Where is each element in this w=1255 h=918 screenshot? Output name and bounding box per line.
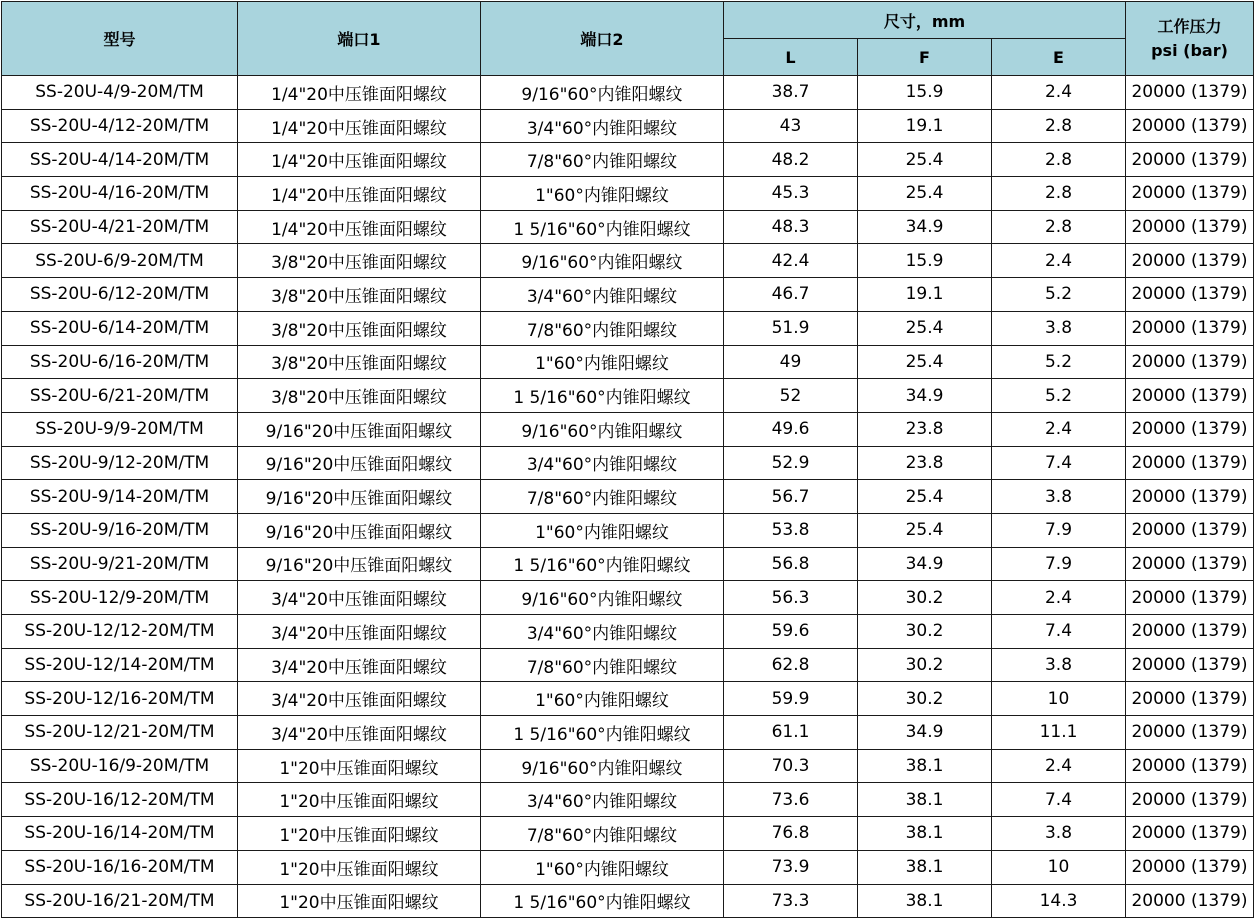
cell-dim-e: 10 xyxy=(992,682,1126,716)
cell-port1: 1/4"20中压锥面阳螺纹 xyxy=(238,177,481,211)
cell-dim-f: 19.1 xyxy=(858,278,992,312)
table-row xyxy=(2,648,1254,682)
header-model: 型号 xyxy=(2,2,238,76)
cell-dim-f: 23.8 xyxy=(858,446,992,480)
cell-port2: 9/16"60°内锥阳螺纹 xyxy=(481,581,724,615)
cell-dim-l: 48.2 xyxy=(724,143,858,177)
cell-pressure: 20000 (1379) xyxy=(1126,446,1254,480)
cell-port2: 1 5/16"60°内锥阳螺纹 xyxy=(481,379,724,413)
cell-model: SS-20U-16/14-20M/TM xyxy=(2,817,238,851)
cell-pressure: 20000 (1379) xyxy=(1126,547,1254,581)
cell-model: SS-20U-4/14-20M/TM xyxy=(2,143,238,177)
cell-port1: 3/8"20中压锥面阳螺纹 xyxy=(238,244,481,278)
cell-port2: 3/4"60°内锥阳螺纹 xyxy=(481,615,724,649)
cell-pressure: 20000 (1379) xyxy=(1126,143,1254,177)
cell-pressure: 20000 (1379) xyxy=(1126,210,1254,244)
cell-pressure: 20000 (1379) xyxy=(1126,682,1254,716)
cell-port1: 3/4"20中压锥面阳螺纹 xyxy=(238,648,481,682)
cell-dim-f: 23.8 xyxy=(858,412,992,446)
table-row xyxy=(2,682,1254,716)
cell-port2: 1"60°内锥阳螺纹 xyxy=(481,345,724,379)
cell-dim-f: 25.4 xyxy=(858,345,992,379)
cell-pressure: 20000 (1379) xyxy=(1126,244,1254,278)
cell-dim-l: 45.3 xyxy=(724,177,858,211)
cell-model: SS-20U-6/12-20M/TM xyxy=(2,278,238,312)
cell-dim-f: 30.2 xyxy=(858,648,992,682)
cell-dim-l: 53.8 xyxy=(724,513,858,547)
table-row xyxy=(2,581,1254,615)
cell-port1: 3/8"20中压锥面阳螺纹 xyxy=(238,379,481,413)
table-row xyxy=(2,76,1254,110)
cell-dim-e: 2.4 xyxy=(992,581,1126,615)
table-row xyxy=(2,278,1254,312)
table-row xyxy=(2,749,1254,783)
header-port2: 端口2 xyxy=(481,2,724,76)
cell-model: SS-20U-4/21-20M/TM xyxy=(2,210,238,244)
cell-pressure: 20000 (1379) xyxy=(1126,177,1254,211)
cell-dim-f: 38.1 xyxy=(858,884,992,918)
cell-dim-l: 42.4 xyxy=(724,244,858,278)
cell-dim-e: 2.8 xyxy=(992,177,1126,211)
cell-dim-l: 59.9 xyxy=(724,682,858,716)
cell-dim-e: 14.3 xyxy=(992,884,1126,918)
cell-pressure: 20000 (1379) xyxy=(1126,581,1254,615)
cell-dim-e: 2.8 xyxy=(992,210,1126,244)
cell-port2: 7/8"60°内锥阳螺纹 xyxy=(481,817,724,851)
cell-model: SS-20U-9/21-20M/TM xyxy=(2,547,238,581)
header-row-1 xyxy=(2,2,1254,39)
cell-port2: 1"60°内锥阳螺纹 xyxy=(481,850,724,884)
cell-model: SS-20U-12/16-20M/TM xyxy=(2,682,238,716)
cell-pressure: 20000 (1379) xyxy=(1126,716,1254,750)
cell-dim-l: 76.8 xyxy=(724,817,858,851)
table-row xyxy=(2,311,1254,345)
cell-dim-f: 38.1 xyxy=(858,749,992,783)
cell-dim-e: 7.4 xyxy=(992,446,1126,480)
cell-model: SS-20U-6/16-20M/TM xyxy=(2,345,238,379)
cell-dim-e: 5.2 xyxy=(992,278,1126,312)
cell-dim-l: 56.7 xyxy=(724,480,858,514)
cell-model: SS-20U-12/14-20M/TM xyxy=(2,648,238,682)
cell-dim-l: 59.6 xyxy=(724,615,858,649)
table-row xyxy=(2,345,1254,379)
cell-dim-f: 15.9 xyxy=(858,76,992,110)
table-row xyxy=(2,513,1254,547)
cell-port2: 3/4"60°内锥阳螺纹 xyxy=(481,446,724,480)
cell-port2: 1"60°内锥阳螺纹 xyxy=(481,682,724,716)
cell-dim-e: 3.8 xyxy=(992,480,1126,514)
header-dim-e: E xyxy=(992,39,1126,76)
cell-pressure: 20000 (1379) xyxy=(1126,109,1254,143)
cell-dim-l: 51.9 xyxy=(724,311,858,345)
cell-dim-f: 38.1 xyxy=(858,817,992,851)
cell-dim-l: 49 xyxy=(724,345,858,379)
cell-dim-f: 34.9 xyxy=(858,547,992,581)
cell-pressure: 20000 (1379) xyxy=(1126,884,1254,918)
cell-dim-e: 7.9 xyxy=(992,547,1126,581)
cell-port1: 1/4"20中压锥面阳螺纹 xyxy=(238,143,481,177)
cell-model: SS-20U-6/14-20M/TM xyxy=(2,311,238,345)
cell-port2: 7/8"60°内锥阳螺纹 xyxy=(481,143,724,177)
cell-pressure: 20000 (1379) xyxy=(1126,379,1254,413)
cell-model: SS-20U-12/21-20M/TM xyxy=(2,716,238,750)
cell-port1: 1/4"20中压锥面阳螺纹 xyxy=(238,76,481,110)
cell-pressure: 20000 (1379) xyxy=(1126,278,1254,312)
cell-pressure: 20000 (1379) xyxy=(1126,412,1254,446)
cell-model: SS-20U-6/21-20M/TM xyxy=(2,379,238,413)
cell-port2: 7/8"60°内锥阳螺纹 xyxy=(481,648,724,682)
cell-model: SS-20U-4/12-20M/TM xyxy=(2,109,238,143)
cell-dim-f: 30.2 xyxy=(858,682,992,716)
cell-model: SS-20U-12/9-20M/TM xyxy=(2,581,238,615)
table-row xyxy=(2,850,1254,884)
cell-port1: 3/8"20中压锥面阳螺纹 xyxy=(238,345,481,379)
cell-model: SS-20U-16/12-20M/TM xyxy=(2,783,238,817)
cell-pressure: 20000 (1379) xyxy=(1126,850,1254,884)
cell-dim-f: 25.4 xyxy=(858,177,992,211)
cell-dim-f: 25.4 xyxy=(858,311,992,345)
cell-model: SS-20U-9/12-20M/TM xyxy=(2,446,238,480)
cell-dim-l: 73.9 xyxy=(724,850,858,884)
cell-dim-e: 2.4 xyxy=(992,412,1126,446)
cell-dim-e: 3.8 xyxy=(992,648,1126,682)
cell-port2: 1 5/16"60°内锥阳螺纹 xyxy=(481,547,724,581)
cell-dim-l: 56.8 xyxy=(724,547,858,581)
cell-dim-f: 34.9 xyxy=(858,210,992,244)
table-row xyxy=(2,547,1254,581)
cell-dim-e: 2.4 xyxy=(992,76,1126,110)
cell-dim-l: 38.7 xyxy=(724,76,858,110)
cell-dim-e: 10 xyxy=(992,850,1126,884)
cell-pressure: 20000 (1379) xyxy=(1126,345,1254,379)
cell-dim-l: 62.8 xyxy=(724,648,858,682)
cell-pressure: 20000 (1379) xyxy=(1126,311,1254,345)
cell-dim-e: 3.8 xyxy=(992,311,1126,345)
cell-port2: 1 5/16"60°内锥阳螺纹 xyxy=(481,716,724,750)
cell-dim-l: 48.3 xyxy=(724,210,858,244)
cell-port2: 1"60°内锥阳螺纹 xyxy=(481,177,724,211)
cell-dim-f: 38.1 xyxy=(858,783,992,817)
cell-dim-f: 25.4 xyxy=(858,143,992,177)
cell-dim-e: 5.2 xyxy=(992,345,1126,379)
cell-port2: 3/4"60°内锥阳螺纹 xyxy=(481,783,724,817)
table-body xyxy=(2,76,1254,918)
header-pressure xyxy=(1126,2,1254,76)
cell-dim-f: 30.2 xyxy=(858,581,992,615)
cell-model: SS-20U-4/9-20M/TM xyxy=(2,76,238,110)
table-row xyxy=(2,177,1254,211)
cell-dim-e: 7.4 xyxy=(992,783,1126,817)
table-row xyxy=(2,884,1254,918)
header-dimensions: 尺寸，mm xyxy=(724,2,1126,39)
cell-port1: 1/4"20中压锥面阳螺纹 xyxy=(238,210,481,244)
cell-dim-l: 52.9 xyxy=(724,446,858,480)
cell-dim-l: 73.3 xyxy=(724,884,858,918)
cell-dim-e: 11.1 xyxy=(992,716,1126,750)
cell-dim-l: 61.1 xyxy=(724,716,858,750)
cell-port1: 3/4"20中压锥面阳螺纹 xyxy=(238,716,481,750)
cell-dim-f: 25.4 xyxy=(858,480,992,514)
cell-dim-l: 46.7 xyxy=(724,278,858,312)
cell-model: SS-20U-9/16-20M/TM xyxy=(2,513,238,547)
cell-dim-e: 3.8 xyxy=(992,817,1126,851)
cell-dim-l: 49.6 xyxy=(724,412,858,446)
cell-dim-f: 34.9 xyxy=(858,379,992,413)
cell-dim-f: 25.4 xyxy=(858,513,992,547)
cell-dim-l: 70.3 xyxy=(724,749,858,783)
cell-port1: 1/4"20中压锥面阳螺纹 xyxy=(238,109,481,143)
cell-port1: 3/8"20中压锥面阳螺纹 xyxy=(238,311,481,345)
cell-dim-l: 43 xyxy=(724,109,858,143)
cell-port1: 3/8"20中压锥面阳螺纹 xyxy=(238,278,481,312)
table-row xyxy=(2,615,1254,649)
cell-dim-e: 2.4 xyxy=(992,244,1126,278)
table-row xyxy=(2,379,1254,413)
cell-port1: 3/4"20中压锥面阳螺纹 xyxy=(238,581,481,615)
cell-port1: 1"20中压锥面阳螺纹 xyxy=(238,884,481,918)
cell-dim-e: 2.4 xyxy=(992,749,1126,783)
cell-pressure: 20000 (1379) xyxy=(1126,817,1254,851)
table-row xyxy=(2,716,1254,750)
cell-port2: 3/4"60°内锥阳螺纹 xyxy=(481,109,724,143)
cell-port2: 7/8"60°内锥阳螺纹 xyxy=(481,480,724,514)
cell-dim-f: 15.9 xyxy=(858,244,992,278)
cell-pressure: 20000 (1379) xyxy=(1126,513,1254,547)
table-header xyxy=(2,2,1254,76)
cell-dim-e: 7.9 xyxy=(992,513,1126,547)
cell-port2: 9/16"60°内锥阳螺纹 xyxy=(481,244,724,278)
cell-model: SS-20U-6/9-20M/TM xyxy=(2,244,238,278)
cell-dim-f: 34.9 xyxy=(858,716,992,750)
cell-model: SS-20U-16/9-20M/TM xyxy=(2,749,238,783)
cell-port1: 9/16"20中压锥面阳螺纹 xyxy=(238,547,481,581)
cell-port2: 9/16"60°内锥阳螺纹 xyxy=(481,76,724,110)
table-row xyxy=(2,446,1254,480)
cell-port1: 3/4"20中压锥面阳螺纹 xyxy=(238,615,481,649)
cell-port2: 1"60°内锥阳螺纹 xyxy=(481,513,724,547)
cell-pressure: 20000 (1379) xyxy=(1126,480,1254,514)
cell-port1: 1"20中压锥面阳螺纹 xyxy=(238,783,481,817)
cell-model: SS-20U-4/16-20M/TM xyxy=(2,177,238,211)
cell-dim-e: 5.2 xyxy=(992,379,1126,413)
table-row xyxy=(2,244,1254,278)
table-row xyxy=(2,480,1254,514)
cell-port2: 7/8"60°内锥阳螺纹 xyxy=(481,311,724,345)
table-row xyxy=(2,210,1254,244)
cell-model: SS-20U-16/21-20M/TM xyxy=(2,884,238,918)
cell-model: SS-20U-16/16-20M/TM xyxy=(2,850,238,884)
table-row xyxy=(2,817,1254,851)
header-port1: 端口1 xyxy=(238,2,481,76)
table-row xyxy=(2,109,1254,143)
cell-port2: 9/16"60°内锥阳螺纹 xyxy=(481,412,724,446)
table-row xyxy=(2,783,1254,817)
cell-port1: 1"20中压锥面阳螺纹 xyxy=(238,850,481,884)
table-row xyxy=(2,143,1254,177)
cell-port2: 3/4"60°内锥阳螺纹 xyxy=(481,278,724,312)
spec-table xyxy=(1,1,1254,918)
cell-port1: 1"20中压锥面阳螺纹 xyxy=(238,817,481,851)
cell-dim-l: 73.6 xyxy=(724,783,858,817)
cell-pressure: 20000 (1379) xyxy=(1126,76,1254,110)
cell-model: SS-20U-9/9-20M/TM xyxy=(2,412,238,446)
header-pressure-unit: psi (bar) xyxy=(1151,40,1228,60)
cell-dim-e: 2.8 xyxy=(992,143,1126,177)
cell-dim-f: 19.1 xyxy=(858,109,992,143)
cell-model: SS-20U-12/12-20M/TM xyxy=(2,615,238,649)
cell-pressure: 20000 (1379) xyxy=(1126,615,1254,649)
cell-port1: 3/4"20中压锥面阳螺纹 xyxy=(238,682,481,716)
cell-dim-f: 30.2 xyxy=(858,615,992,649)
cell-dim-f: 38.1 xyxy=(858,850,992,884)
cell-dim-e: 2.8 xyxy=(992,109,1126,143)
cell-pressure: 20000 (1379) xyxy=(1126,783,1254,817)
cell-pressure: 20000 (1379) xyxy=(1126,749,1254,783)
cell-port1: 9/16"20中压锥面阳螺纹 xyxy=(238,513,481,547)
header-dim-f: F xyxy=(858,39,992,76)
cell-dim-l: 56.3 xyxy=(724,581,858,615)
cell-port1: 9/16"20中压锥面阳螺纹 xyxy=(238,412,481,446)
cell-pressure: 20000 (1379) xyxy=(1126,648,1254,682)
cell-port1: 9/16"20中压锥面阳螺纹 xyxy=(238,446,481,480)
cell-dim-e: 7.4 xyxy=(992,615,1126,649)
cell-port1: 1"20中压锥面阳螺纹 xyxy=(238,749,481,783)
header-dim-l: L xyxy=(724,39,858,76)
cell-port2: 9/16"60°内锥阳螺纹 xyxy=(481,749,724,783)
header-pressure-label: 工作压力 xyxy=(1157,16,1222,36)
cell-port2: 1 5/16"60°内锥阳螺纹 xyxy=(481,884,724,918)
table-row xyxy=(2,412,1254,446)
cell-model: SS-20U-9/14-20M/TM xyxy=(2,480,238,514)
cell-port2: 1 5/16"60°内锥阳螺纹 xyxy=(481,210,724,244)
cell-port1: 9/16"20中压锥面阳螺纹 xyxy=(238,480,481,514)
cell-dim-l: 52 xyxy=(724,379,858,413)
